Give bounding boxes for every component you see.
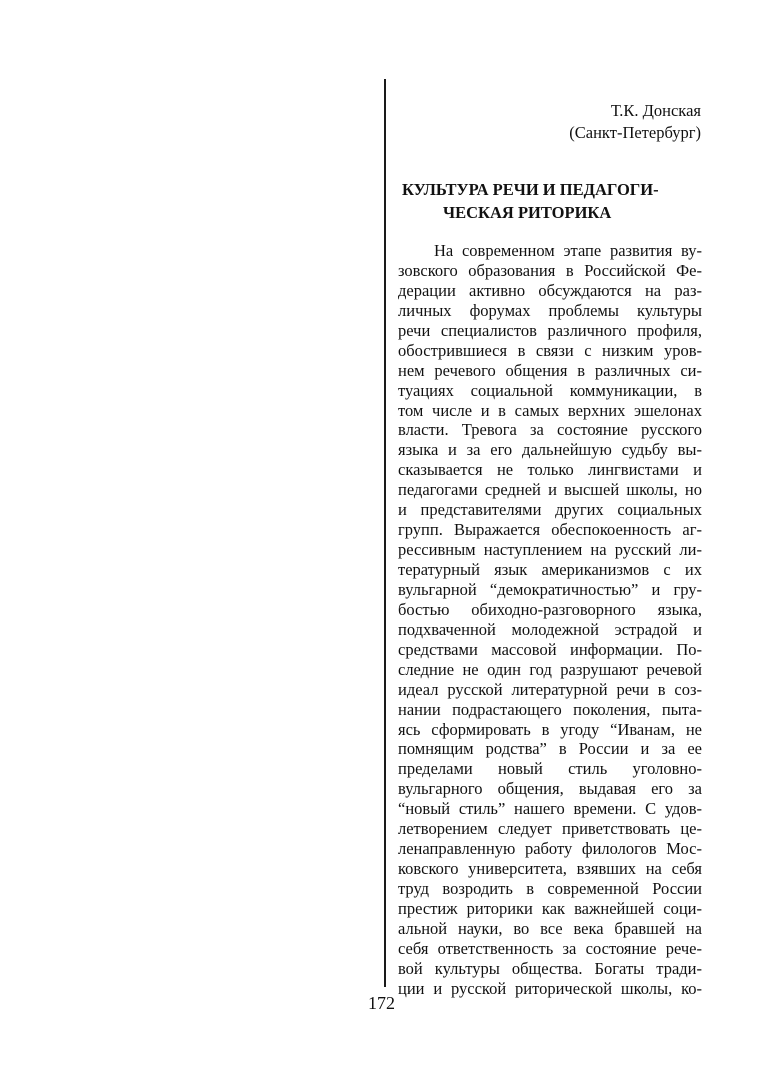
- body-line: тературный язык американизмов с их: [398, 560, 702, 579]
- body-line: вульгарного общения, выдавая его за: [398, 779, 702, 799]
- body-line: том числе и в самых верхних эшелонах: [398, 400, 702, 420]
- body-line: педагогами средней и высшей школы, но: [398, 480, 702, 500]
- body-line: бостью обиходно-разговорного языка,: [398, 599, 702, 619]
- body-line: вой культуры общества. Богаты тради-: [398, 958, 702, 978]
- body-line: ясь сформировать в угоду “Иванам, не: [398, 719, 702, 739]
- article-title-line-1: КУЛЬТУРА РЕЧИ И ПЕДАГОГИ-: [402, 180, 659, 199]
- body-line: и представителями других социальных: [398, 500, 702, 520]
- author-name: Т.К. Донская: [610, 101, 701, 120]
- body-line: дерации активно обсуждаются на раз-: [398, 280, 702, 300]
- body-line: вульгарной “демократичностью” и гру-: [398, 579, 702, 599]
- article-body: [398, 241, 702, 999]
- body-line: власти. Тревога за состояние русского: [398, 420, 702, 440]
- body-line: ковского университета, взявших на себя: [398, 859, 702, 879]
- body-line: альной науки, во все века бравшей на: [398, 918, 702, 938]
- body-line: средствами массовой информации. По-: [398, 639, 702, 659]
- body-line: помнящим родства” в России и за ее: [398, 739, 702, 759]
- body-line: туациях социальной коммуникации, в: [398, 380, 702, 400]
- body-line: речи специалистов различного профиля,: [398, 320, 702, 340]
- author-city: (Санкт-Петербург): [569, 123, 701, 142]
- author-block: [500, 100, 701, 144]
- body-line: групп. Выражается обеспокоенность аг-: [398, 520, 702, 540]
- body-line: труд возродить в современной России: [398, 879, 702, 898]
- article-title: [398, 178, 708, 224]
- body-line: сказывается не только лингвистами и: [398, 460, 702, 480]
- body-line: На современном этапе развития ву-: [434, 241, 702, 260]
- article-title-line-2: ЧЕСКАЯ РИТОРИКА: [443, 203, 612, 222]
- body-line: престиж риторики как важнейшей соци-: [398, 898, 702, 918]
- body-line: ции и русской риторической школы, ко-: [398, 978, 702, 998]
- body-line: “новый стиль” нашего времени. С удов-: [398, 799, 702, 819]
- body-line: себя ответственность за состояние рече-: [398, 938, 702, 958]
- body-line: ленаправленную работу филологов Мос-: [398, 839, 702, 859]
- body-line: обострившиеся в связи с низким уров-: [398, 340, 702, 360]
- body-line: нем речевого общения в различных си-: [398, 360, 702, 380]
- body-line: рессивным наступлением на русский ли-: [398, 540, 702, 560]
- body-line: летворением следует приветствовать це-: [398, 819, 702, 839]
- body-line: подхваченной молодежной эстрадой и: [398, 619, 702, 639]
- body-line: пределами новый стиль уголовно-: [398, 759, 702, 779]
- page-number: 172: [368, 993, 395, 1013]
- body-line: личных форумах проблемы культуры: [398, 300, 702, 320]
- body-line: нании подрастающего поколения, пыта-: [398, 699, 702, 719]
- body-line: идеал русской литературной речи в соз-: [398, 679, 702, 699]
- vertical-margin-rule: [384, 79, 386, 987]
- body-line: зовского образования в Российской Фе-: [398, 260, 702, 280]
- body-line: следние не один год разрушают речевой: [398, 659, 702, 679]
- body-line: языка и за его дальнейшую судьбу вы-: [398, 440, 702, 460]
